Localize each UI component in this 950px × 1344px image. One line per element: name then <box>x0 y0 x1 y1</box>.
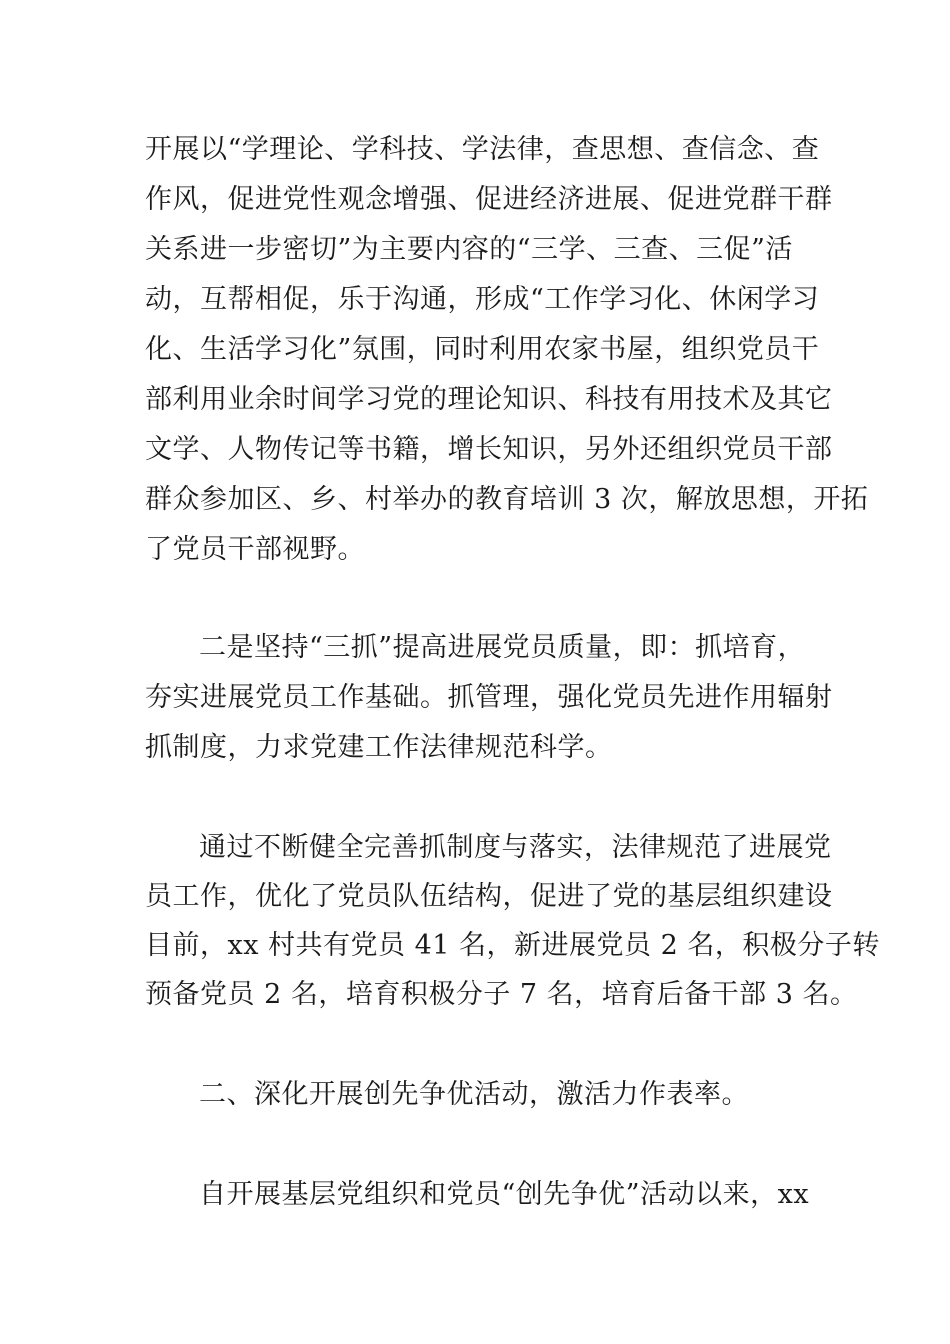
paragraph-2-line-1: 二是坚持“三抓”提高进展党员质量，即：抓培育， <box>199 632 806 663</box>
paragraph-1-line-2: 作风，促进党性观念增强、促进经济进展、促进党群干群 <box>145 184 833 215</box>
paragraph-2-line-3: 抓制度，力求党建工作法律规范科学。 <box>145 732 613 763</box>
section-heading: 二、深化开展创先争优活动，激活力作表率。 <box>199 1079 749 1110</box>
paragraph-3-line-1: 通过不断健全完善抓制度与落实，法律规范了进展党 <box>199 832 832 863</box>
paragraph-2-line-2: 夯实进展党员工作基础。抓管理，强化党员先进作用辐射 <box>145 682 833 713</box>
paragraph-5-line-1: 自开展基层党组织和党员“创先争优”活动以来，xx <box>199 1179 810 1210</box>
paragraph-1-line-7: 文学、人物传记等书籍，增长知识，另外还组织党员干部 <box>145 434 833 465</box>
paragraph-1-line-1: 开展以“学理论、学科技、学法律，查思想、查信念、查 <box>145 134 820 165</box>
paragraph-1-line-9: 了党员干部视野。 <box>145 534 365 565</box>
paragraph-1-line-4: 动，互帮相促，乐于沟通，形成“工作学习化、休闲学习 <box>145 284 820 315</box>
paragraph-3-line-3: 目前，xx 村共有党员 41 名，新进展党员 2 名，积极分子转 <box>145 930 880 961</box>
paragraph-1-line-5: 化、生活学习化”氛围，同时利用农家书屋，组织党员干 <box>145 334 820 365</box>
paragraph-1-line-3: 关系进一步密切”为主要内容的“三学、三查、三促”活 <box>145 234 793 265</box>
paragraph-1-line-6: 部利用业余时间学习党的理论知识、科技有用技术及其它 <box>145 384 833 415</box>
paragraph-3-line-2: 员工作，优化了党员队伍结构，促进了党的基层组织建设 <box>145 881 833 912</box>
paragraph-3-line-4: 预备党员 2 名，培育积极分子 7 名，培育后备干部 3 名。 <box>145 979 858 1010</box>
paragraph-1-line-8: 群众参加区、乡、村举办的教育培训 3 次，解放思想，开拓 <box>145 484 869 515</box>
